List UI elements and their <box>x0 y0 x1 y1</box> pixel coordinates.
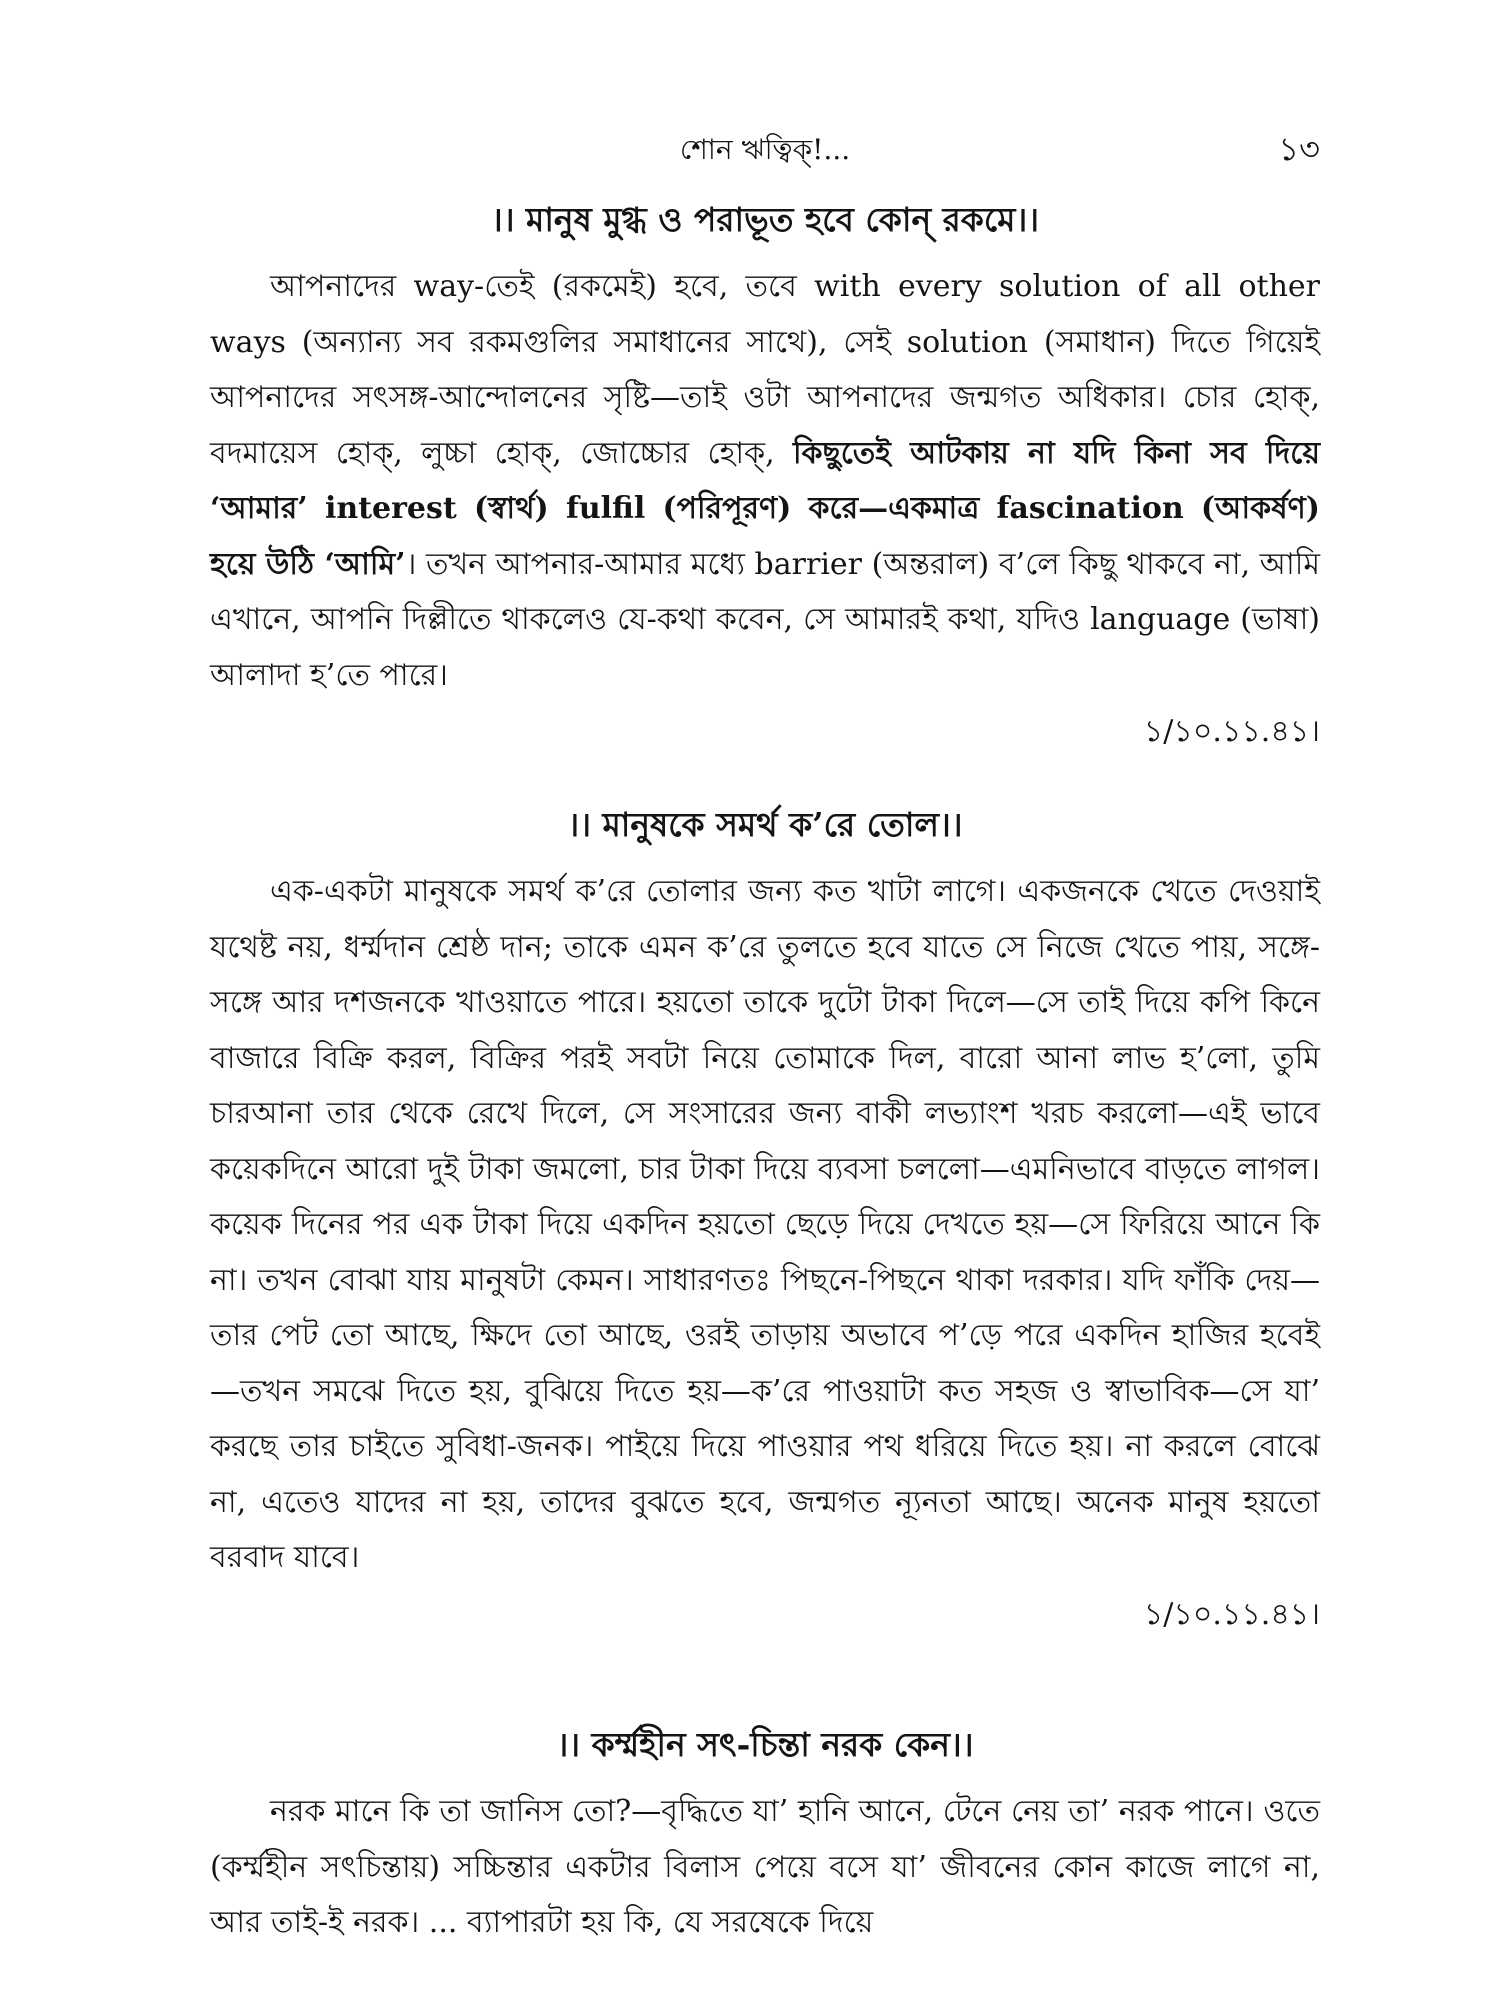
section-heading: ।। কর্ম্মহীন সৎ-চিন্তা নরক কেন।। <box>556 1725 974 1764</box>
section-1 <box>210 195 1320 757</box>
section-heading: ।। মানুষ মুগ্ধ ও পরাভূত হবে কোন্ রকমে।। <box>490 200 1040 239</box>
section-paragraph: এক-একটা মানুষকে সমর্থ ক’রে তোলার জন্য কত খাটা লাগে। একজনকে খেতে দেওয়াই যথেষ্ট নয়, ধর্ম্মদান শ্রেষ্ঠ দান; তাকে এমন ক’রে তুলতে হবে যাতে সে নিজে খেতে পায়, সঙ্গে-সঙ্গে আর দশজনকে খাওয়াতে পারে। হয়তো তাকে দুটো টাকা দিলে—সে তাই দিয়ে কপি কিনে বাজারে বিক্রি করল, বিক্রির পরই সবটা নিয়ে তোমাকে দিল, বারো আনা লাভ হ’লো, তুমি চারআনা তার থেকে রেখে দিলে, সে সংসারের জন্য বাকী লভ্যাংশ খরচ করলো—এই ভাবে কয়েকদিনে আরো দুই টাকা জমলো, চার টাকা দিয়ে ব্যবসা চললো—এমনিভাবে বাড়তে লাগল। কয়েক দিনের পর এক টাকা দিয়ে একদিন হয়তো ছেড়ে দিয়ে দেখতে হয়—সে ফিরিয়ে আনে কি না। তখন বোঝা যায় মানুষটা কেমন। সাধারণতঃ পিছনে-পিছনে থাকা দরকার। যদি ফাঁকি দেয়—তার পেট তো আছে, ক্ষিদে তো আছে, ওরই তাড়ায় অভাবে প’ড়ে পরে একদিন হাজির হবেই—তখন সমঝে দিতে হয়, বুঝিয়ে দিতে হয়—ক’রে পাওয়াটা কত সহজ ও স্বাভাবিক—সে যা’ করছে তার চাইতে সুবিধা-জনক। পাইয়ে দিয়ে পাওয়ার পথ ধরিয়ে দিতে হয়। না করলে বোঝে না, এতেও যাদের না হয়, তাদের বুঝতে হবে, জন্মগত ন্যূনতা আছে। অনেক মানুষ হয়তো বরবাদ যাবে। <box>210 874 1320 1575</box>
paragraph-bold-text: কিছুতেই আটকায় না যদি কিনা সব দিয়ে ‘আমার’ interest (স্বার্থ) fulfil (পরিপূরণ) করে—একমাত্র fascination (আকর্ষণ) হয়ে উঠি ‘আমি’ <box>210 435 1320 582</box>
paragraph-text: । তখন আপনার-আমার মধ্যে barrier (অন্তরাল) ব’লে কিছু থাকবে না, আমি এখানে, আপনি দিল্লীতে থাকলেও যে-কথা কবেন, সে আমারই কথা, যদিও language (ভাষা) আলাদা হ’তে পারে। <box>210 546 1320 693</box>
running-header <box>210 120 1320 170</box>
section-heading: ।। মানুষকে সমর্থ ক’রে তোল।। <box>567 805 963 844</box>
running-title: শোন ঋত্বিক্!... <box>679 133 851 166</box>
section-3 <box>210 1720 1320 1951</box>
section-paragraph: নরক মানে কি তা জানিস তো?—বৃদ্ধিতে যা’ হানি আনে, টেনে নেয় তা’ নরক পানে। ওতে (কর্ম্মহীন সৎচিন্তায়) সচ্চিন্তার একটার বিলাস পেয়ে বসে যা’ জীবনের কোন কাজে লাগে না, আর তাই-ই নরক। ... ব্যাপারটা হয় কি, যে সরষেকে দিয়ে <box>210 1794 1320 1940</box>
date-line: ১/১০.১১.৪১। <box>1143 1596 1320 1632</box>
date-line: ১/১০.১১.৪১। <box>1143 714 1320 749</box>
page-number: ১৩ <box>1278 130 1320 168</box>
paragraph-text: আপনাদের way-তেই (রকমেই) হবে, তবে with every solution of all other ways (অন্যান্য সব রকমগুলির সমাধানের সাথে), সেই solution (সমাধান) দিতে গিয়েই আপনাদের সৎসঙ্গ-আন্দোলনের সৃষ্টি—তাই ওটা আপনাদের জন্মগত অধিকার। চোর হোক্, বদমায়েস হোক্, লুচ্চা হোক্, জোচ্চোর হোক্, <box>210 269 1320 471</box>
section-2 <box>210 800 1320 1640</box>
section-paragraph <box>210 259 1320 703</box>
